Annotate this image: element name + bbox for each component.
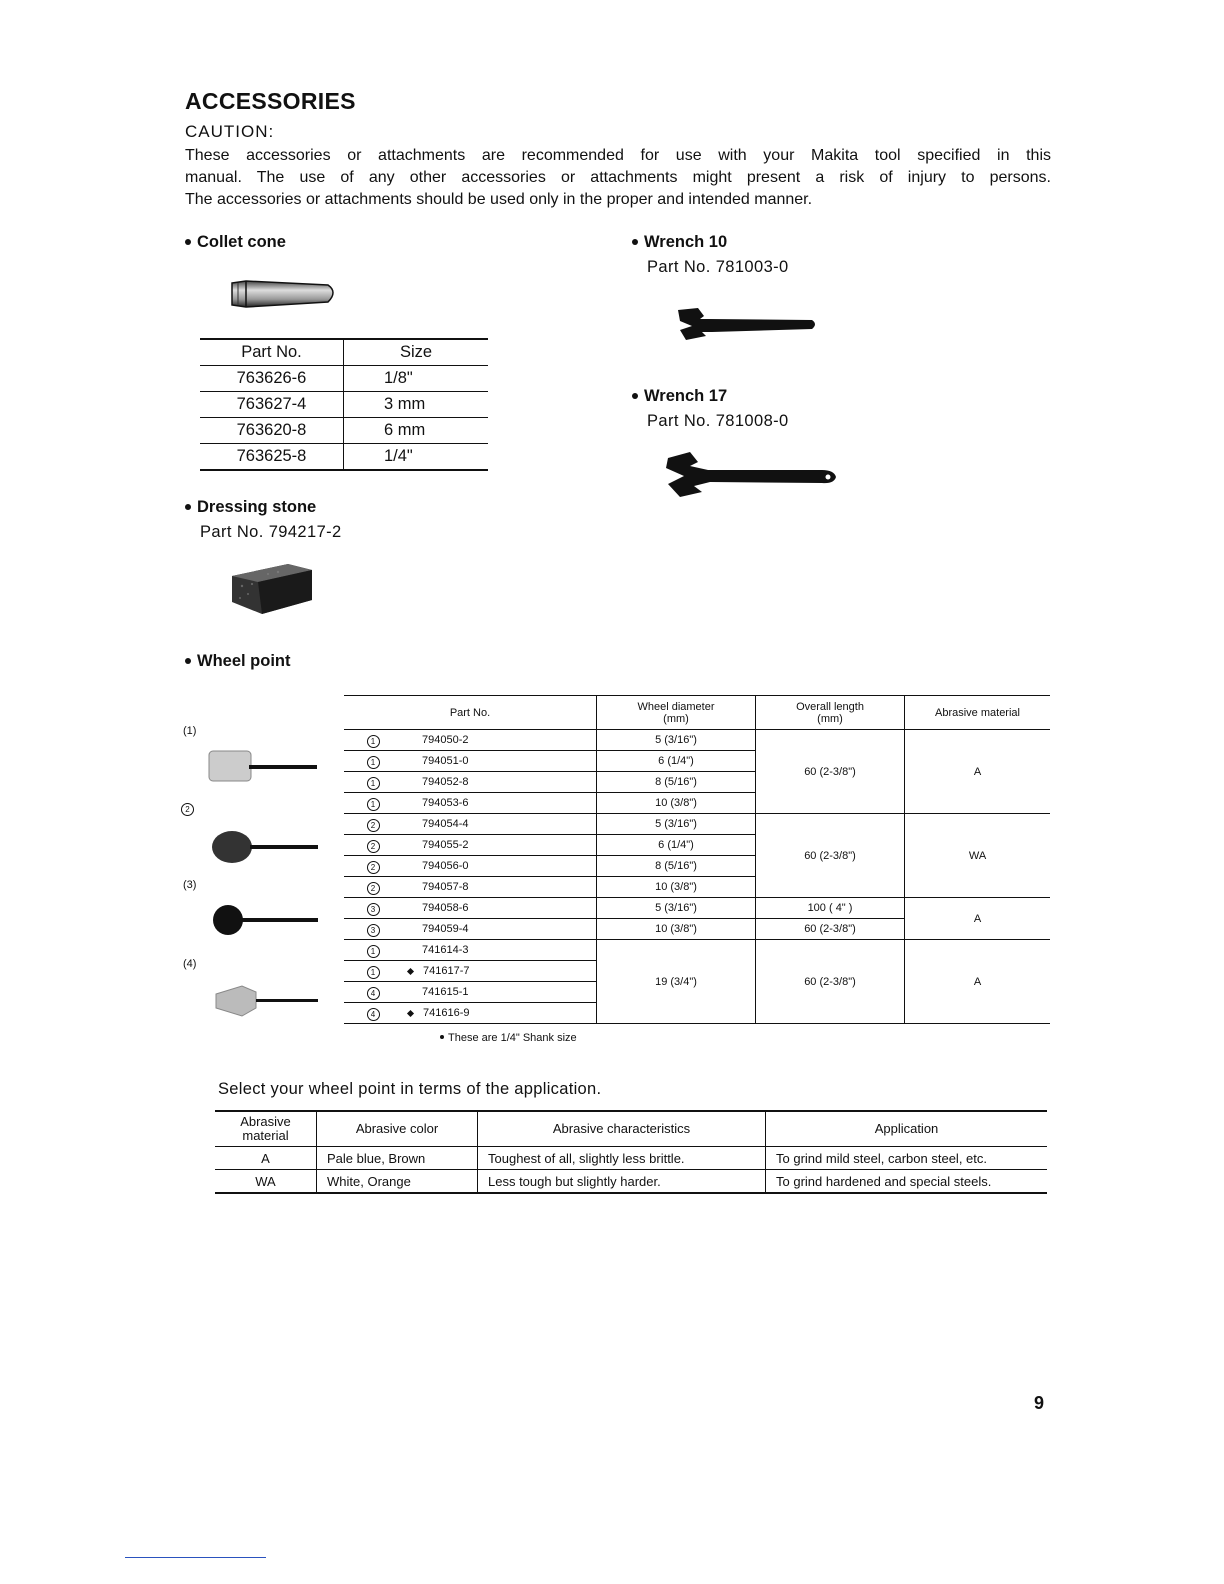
- wheel-diameter: 10 (3/8"): [597, 919, 756, 940]
- wheel-point-4-image: [212, 978, 320, 1024]
- column-header: Part No.: [344, 696, 597, 730]
- overall-length: 60 (2-3/8"): [756, 814, 905, 898]
- table-row: [200, 418, 488, 444]
- intro-line: These accessories or attachments are recommended for use with your Makita tool specified in this: [185, 147, 1051, 164]
- bullet-icon: [632, 239, 638, 245]
- part-number: 741617-7: [402, 961, 597, 982]
- row-marker: 1: [344, 772, 402, 793]
- row-marker: 4: [344, 982, 402, 1003]
- wheel-diameter: 10 (3/8"): [597, 793, 756, 814]
- collet-cone-image: [228, 274, 340, 314]
- table-row: [344, 940, 1050, 961]
- table-cell: To grind hardened and special steels.: [766, 1170, 1048, 1194]
- table-cell: 3 mm: [344, 392, 489, 418]
- wheel-diameter: 8 (5/16"): [597, 772, 756, 793]
- table-cell: To grind mild steel, carbon steel, etc.: [766, 1147, 1048, 1170]
- dressing-stone-image: [228, 556, 318, 618]
- table-row: [344, 898, 1050, 919]
- marker-label: (1): [183, 725, 197, 737]
- part-number: 741614-3: [402, 940, 597, 961]
- footnote-rule: [125, 1557, 266, 1558]
- shank-note: These are 1/4" Shank size: [440, 1032, 577, 1044]
- table-cell: 763626-6: [200, 366, 344, 392]
- wrench17-heading: Wrench 17: [632, 387, 727, 406]
- part-number: 794056-0: [402, 856, 597, 877]
- table-cell: White, Orange: [317, 1170, 478, 1194]
- table-cell: 1/4": [344, 444, 489, 471]
- overall-length: 60 (2-3/8"): [756, 730, 905, 814]
- column-header: Size: [344, 339, 489, 366]
- table-row: [215, 1147, 1047, 1170]
- wheel-diameter: 10 (3/8"): [597, 877, 756, 898]
- overall-length: 60 (2-3/8"): [756, 940, 905, 1024]
- wheel-point-2-image: [210, 828, 320, 866]
- table-row: [200, 444, 488, 471]
- table-cell: 6 mm: [344, 418, 489, 444]
- marker-label: (4): [183, 958, 197, 970]
- wrench17-image: [662, 450, 842, 498]
- column-header: Overall length (mm): [756, 696, 905, 730]
- table-cell: 763627-4: [200, 392, 344, 418]
- collet-cone-table: [200, 338, 488, 471]
- row-marker: 1: [344, 751, 402, 772]
- part-number: 741615-1: [402, 982, 597, 1003]
- shank-diamond-icon: [407, 968, 414, 975]
- bullet-icon: [440, 1035, 444, 1039]
- table-row: [344, 814, 1050, 835]
- table-cell: A: [215, 1147, 317, 1170]
- wheel-point-heading: Wheel point: [185, 652, 291, 671]
- row-marker: 2: [344, 877, 402, 898]
- table-row: [200, 392, 488, 418]
- table-cell: Toughest of all, slightly less brittle.: [478, 1147, 766, 1170]
- select-instruction: Select your wheel point in terms of the application.: [218, 1080, 602, 1098]
- part-number: 794054-4: [402, 814, 597, 835]
- column-header: Application: [766, 1111, 1048, 1147]
- part-number: 794050-2: [402, 730, 597, 751]
- table-row: [200, 366, 488, 392]
- intro-line: manual. The use of any other accessories or attachments might present a risk of injury to persons.: [185, 169, 1051, 186]
- table-row: [215, 1170, 1047, 1194]
- application-table: [215, 1110, 1047, 1194]
- table-cell: Pale blue, Brown: [317, 1147, 478, 1170]
- wheel-point-3-image: [212, 902, 320, 938]
- wheel-diameter: 5 (3/16"): [597, 814, 756, 835]
- row-marker: 1: [344, 961, 402, 982]
- part-number: 794057-8: [402, 877, 597, 898]
- page-title: ACCESSORIES: [185, 88, 356, 114]
- collet-cone-heading: Collet cone: [185, 233, 286, 252]
- part-number: 794058-6: [402, 898, 597, 919]
- abrasive-material: A: [905, 898, 1051, 940]
- row-marker: 2: [344, 814, 402, 835]
- column-header: Wheel diameter (mm): [597, 696, 756, 730]
- part-number: 794059-4: [402, 919, 597, 940]
- abrasive-material: A: [905, 730, 1051, 814]
- part-number: 794053-6: [402, 793, 597, 814]
- overall-length: 100 ( 4" ): [756, 898, 905, 919]
- wheel-diameter: 8 (5/16"): [597, 856, 756, 877]
- row-marker: 2: [344, 835, 402, 856]
- table-row: [344, 730, 1050, 751]
- dressing-stone-heading: Dressing stone: [185, 498, 316, 517]
- part-number: 794052-8: [402, 772, 597, 793]
- wrench17-part-number: Part No. 781008-0: [647, 412, 789, 430]
- wheel-diameter: 6 (1/4"): [597, 835, 756, 856]
- wheel-diameter: 19 (3/4"): [597, 940, 756, 1024]
- column-header: Abrasive material: [905, 696, 1051, 730]
- wheel-diameter: 5 (3/16"): [597, 730, 756, 751]
- column-header: Part No.: [200, 339, 344, 366]
- marker-label: 2: [181, 803, 194, 816]
- row-marker: 2: [344, 856, 402, 877]
- shank-diamond-icon: [407, 1010, 414, 1017]
- bullet-icon: [185, 504, 191, 510]
- wheel-diameter: 5 (3/16"): [597, 898, 756, 919]
- wheel-diameter: 6 (1/4"): [597, 751, 756, 772]
- column-header: Abrasive characteristics: [478, 1111, 766, 1147]
- bullet-icon: [185, 239, 191, 245]
- part-number: 794055-2: [402, 835, 597, 856]
- wheel-point-1-image: [205, 745, 320, 787]
- intro-paragraph: [185, 145, 1051, 211]
- overall-length: 60 (2-3/8"): [756, 919, 905, 940]
- table-cell: Less tough but slightly harder.: [478, 1170, 766, 1194]
- dressing-stone-part-number: Part No. 794217-2: [200, 523, 342, 541]
- wrench10-heading: Wrench 10: [632, 233, 727, 252]
- table-cell: 1/8": [344, 366, 489, 392]
- row-marker: 3: [344, 919, 402, 940]
- abrasive-material: A: [905, 940, 1051, 1024]
- marker-label: (3): [183, 879, 197, 891]
- table-cell: 763620-8: [200, 418, 344, 444]
- page-number: 9: [1034, 1393, 1045, 1413]
- column-header: Abrasive material: [215, 1111, 317, 1147]
- caution-label: CAUTION:: [185, 122, 275, 141]
- table-cell: WA: [215, 1170, 317, 1194]
- row-marker: 4: [344, 1003, 402, 1024]
- row-marker: 3: [344, 898, 402, 919]
- row-marker: 1: [344, 793, 402, 814]
- part-number: 741616-9: [402, 1003, 597, 1024]
- table-cell: 763625-8: [200, 444, 344, 471]
- wrench10-image: [672, 304, 820, 344]
- row-marker: 1: [344, 940, 402, 961]
- bullet-icon: [632, 393, 638, 399]
- abrasive-material: WA: [905, 814, 1051, 898]
- bullet-icon: [185, 658, 191, 664]
- wheel-point-table: [344, 695, 1050, 1024]
- column-header: Abrasive color: [317, 1111, 478, 1147]
- wrench10-part-number: Part No. 781003-0: [647, 258, 789, 276]
- part-number: 794051-0: [402, 751, 597, 772]
- row-marker: 1: [344, 730, 402, 751]
- intro-line: The accessories or attachments should be used only in the proper and intended manner.: [185, 191, 813, 208]
